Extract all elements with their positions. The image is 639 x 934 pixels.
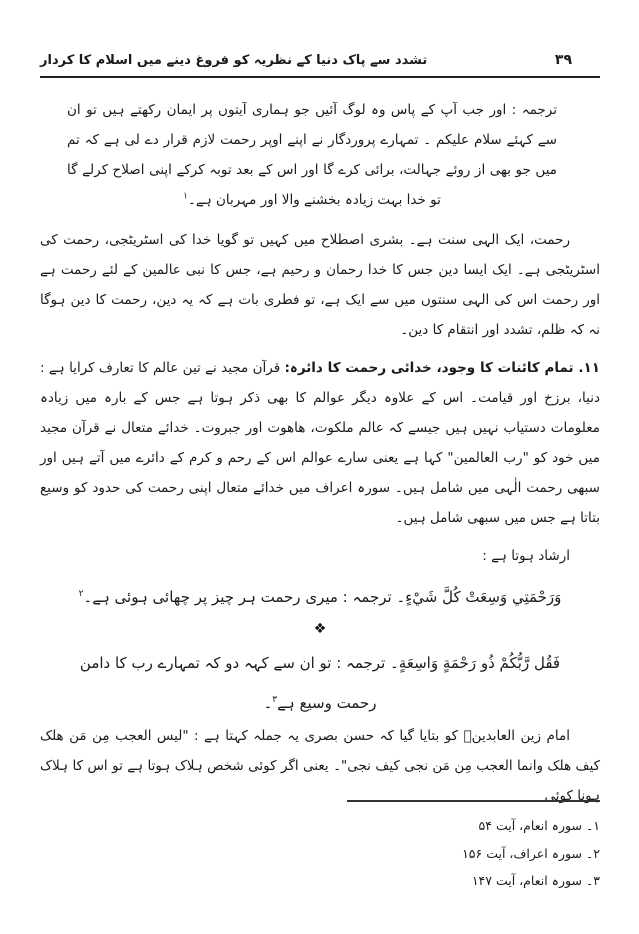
arabic-quote-2-line1: فَقُل رَّبُّكُمْ ذُو رَحْمَةٍ وَاسِعَةٍ۔ ترجمہ : تو ان سے کہہ دو کہ تمہارے رب کا دامن	[79, 654, 561, 672]
footnote-item: ۱۔ سورہ انعام، آیت ۵۴	[478, 818, 600, 833]
arabic-quote-2-text: رحمت وسیع ہے	[277, 694, 377, 712]
arabic-quote-2-period: ۔	[263, 694, 273, 712]
page-body	[40, 95, 600, 804]
book-page	[0, 52, 639, 934]
section-heading: تمام کائنات کا وجود، خدائی رحمت کا دائرہ:	[284, 360, 574, 376]
paragraph-rahmat: رحمت، ایک الہی سنت ہے۔ بشری اصطلاح میں کہیں تو گویا خدا کی اسٹریٹجی، رحمت کی اسٹریٹجی ہے۔ ایک ایسا دین جس کا خدا رحمان و رحیم ہے، جس کا نبی عالمین کے لئے رحمت ہے اور رحمت اس کی الہی سنتوں میں سے ایک ہے، تو فطری بات ہے کہ یہ دین، رحمت کا دین ہوگا نہ کہ ظلم، تشدد اور انتقام کا دین۔	[40, 232, 600, 338]
footnote-separator	[347, 800, 600, 802]
footnote-item: ۳۔ سورہ انعام، آیت ۱۴۷	[471, 873, 600, 888]
arabic-quote-2-line2	[40, 685, 600, 721]
footnote-marker-2: ۲	[78, 589, 84, 599]
page-header	[40, 52, 600, 68]
paragraph-imam: امام زین العابدینؑ کو بتایا گیا کہ حسن بصری یہ جملہ کہتا ہے : "لیس العجب مِن مَن ھلک کیف ھلک وانما العجب مِن مَن نجی کیف نجی"۔ یعنی اگر کوئی شخص ہلاک ہوتا ہے تو اس کا ہلاک ہونا کوئی	[40, 728, 600, 804]
flower-ornament-icon: ❖	[313, 621, 327, 637]
footnote-marker-1: ۱	[183, 191, 188, 202]
section-paragraph	[40, 353, 600, 533]
translation-text: ترجمہ : اور جب آپ کے پاس وہ لوگ آئیں جو ہماری آیتوں پر ایمان رکھتے ہیں تو ان سے کہئے سلام علیکم ۔ تمہارے پروردگار نے اپنے اوپر رحمت لازم قرار دے لی ہے کہ تم میں جو بھی از روئے جہالت، برائی کرے گا اور اس کے بعد توبہ کرکے اپنی اصلاح کرلے گا تو خدا بہت زیادہ بخشنے والا اور مہربان ہے۔	[67, 102, 557, 208]
arabic-quote-1-text: وَرَحْمَتِي وَسِعَتْ كُلَّ شَيْءٍ۔ ترجمہ : میری رحمت ہر چیز پر چھائی ہوئی ہے۔	[83, 588, 562, 606]
section-text: قرآن مجید نے تین عالم کا تعارف کرایا ہے : دنیا، برزخ اور قیامت۔ اس کے علاوہ دیگر عوالم کا بھی ذکر ہوتا ہے جس کے بارہ میں زیادہ معلومات دستیاب نہیں ہیں جیسے کہ عالم ملکوت، ھاھوت اور جبروت۔ خدائے متعال نے قرآن مجید میں خود کو "رب العالمین" کہا ہے یعنی سارے عوالم اس کے رحم و کرم کے دائرے میں آتے ہیں اور سبھی رحمت الٰہی میں شامل ہیں۔ سورہ اعراف میں خدائے متعال اپنی رحمت کی حدود کو وسیع بتاتا ہے جس میں سبھی شامل ہیں۔	[40, 360, 600, 526]
section-number: ۱۱.	[573, 360, 600, 376]
running-head-title: تشدد سے پاک دنیا کے نظریہ کو فروغ دینے میں اسلام کا کردار	[40, 53, 428, 68]
irshad-line: ارشاد ہوتا ہے :	[482, 548, 570, 564]
page-number: ۳۹	[554, 52, 572, 68]
translation-blockquote	[40, 95, 600, 215]
footnotes-section	[40, 800, 600, 895]
footnote-marker-3: ۳	[272, 695, 278, 705]
footnote-item: ۲۔ سورہ اعراف، آیت ۱۵۶	[462, 845, 600, 861]
arabic-quote-1	[40, 579, 600, 615]
header-rule	[40, 76, 600, 78]
